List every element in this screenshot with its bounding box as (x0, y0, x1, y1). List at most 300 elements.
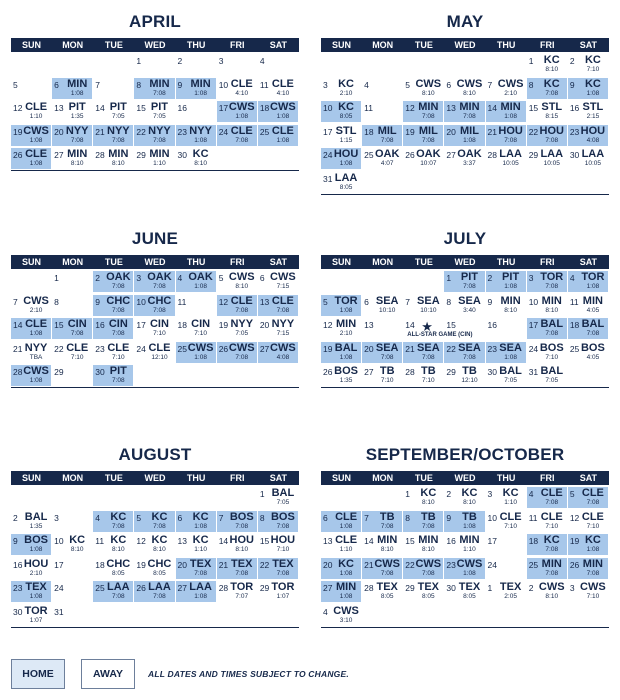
game-time: 8:05 (380, 593, 394, 600)
home-game-cell (93, 581, 133, 602)
away-game-cell (134, 148, 174, 169)
day-number: 10 (54, 536, 64, 546)
opponent: CWS (415, 77, 442, 90)
day-number: 24 (54, 583, 64, 593)
home-game-cell (527, 318, 567, 339)
game-time: 7:08 (380, 569, 394, 577)
home-game-cell (403, 511, 443, 532)
day-number: 27 (259, 343, 270, 354)
home-game-cell (134, 78, 174, 99)
away-game-cell (176, 318, 216, 339)
day-number: 13 (54, 103, 64, 113)
all-star-note: ALL-STAR GAME (CIN) (407, 332, 473, 338)
day-number: 2 (569, 56, 575, 66)
opponent: NYY (230, 318, 254, 330)
day-number: 19 (569, 536, 580, 546)
game-time: 8:05 (339, 183, 353, 191)
game-time: 12:10 (151, 353, 168, 361)
away-game-cell (444, 148, 484, 169)
day-number: 5 (136, 512, 142, 523)
home-game-cell (11, 534, 51, 555)
month-title: APRIL (129, 12, 181, 31)
day-number: 2 (487, 273, 493, 283)
day-number: 28 (218, 583, 229, 593)
home-game-cell (176, 271, 216, 292)
away-game-cell (486, 581, 526, 602)
home-game-cell (568, 78, 608, 99)
opponent: TB (420, 510, 436, 523)
day-number: 25 (259, 126, 270, 137)
day-number: 23 (177, 126, 188, 137)
game-time: 4:10 (235, 89, 249, 97)
day-number: 5 (323, 296, 328, 307)
day-number: 17 (54, 559, 64, 570)
opponent: CLE (25, 318, 48, 330)
day-number: 16 (446, 536, 456, 546)
day-number: 13 (259, 296, 270, 307)
game-time: 1:08 (463, 522, 476, 530)
game-time: 1:08 (29, 136, 43, 144)
opponent: SEA (417, 294, 440, 307)
day-number: 13 (446, 103, 456, 113)
game-time: 1:08 (276, 136, 290, 144)
day-cell (217, 54, 257, 75)
away-game-cell (258, 318, 298, 339)
game-time: 1:35 (339, 377, 353, 384)
month-bottom-rule (11, 387, 299, 388)
away-game-cell (11, 605, 51, 626)
game-time: 1:08 (29, 546, 43, 553)
day-number: 5 (405, 79, 410, 90)
game-time: 7:08 (112, 283, 125, 290)
day-number: 2 (446, 489, 452, 499)
day-number: 22 (446, 343, 456, 354)
weekday-label: MON (62, 473, 84, 483)
month-bottom-rule (11, 170, 299, 171)
opponent: MIN (108, 148, 129, 160)
home-game-cell (321, 511, 361, 532)
home-game-cell (258, 511, 298, 532)
game-time: 7:08 (545, 546, 559, 553)
opponent: MIN (418, 101, 439, 113)
weekday-label: WED (144, 257, 166, 267)
home-game-cell (444, 101, 484, 122)
weekday-label: MON (62, 40, 84, 50)
home-game-cell (527, 125, 567, 146)
away-game-cell (258, 271, 298, 292)
game-time: 7:08 (153, 593, 166, 600)
opponent: NYY (189, 124, 212, 137)
disclaimer-text: ALL DATES AND TIMES SUBJECT TO CHANGE. (148, 669, 349, 679)
opponent: BAL (271, 487, 295, 499)
day-number: 10 (323, 103, 333, 113)
home-game-cell (258, 125, 298, 146)
away-game-cell (11, 511, 51, 532)
away-game-cell (258, 581, 298, 602)
game-time: 8:10 (463, 499, 476, 506)
day-number: 19 (13, 126, 23, 137)
home-game-cell (134, 125, 174, 146)
game-time: 7:08 (276, 569, 290, 577)
day-number: 19 (218, 320, 229, 330)
day-number: 1 (446, 273, 452, 283)
day-number: 20 (259, 320, 270, 330)
opponent: CLE (148, 341, 171, 354)
home-game-cell (217, 101, 257, 122)
away-game-cell (11, 101, 51, 122)
home-game-cell (403, 125, 443, 146)
day-cell (486, 534, 526, 555)
home-game-cell (444, 511, 484, 532)
opponent: CLE (25, 148, 48, 160)
game-time: 7:08 (504, 136, 517, 144)
opponent: OAK (188, 271, 213, 283)
opponent: PIT (150, 101, 169, 113)
game-time: 1:10 (504, 499, 517, 506)
home-game-cell (93, 511, 133, 532)
home-game-cell (444, 271, 484, 292)
home-game-cell (134, 511, 174, 532)
opponent: NYY (65, 124, 89, 137)
day-number: 18 (528, 536, 539, 546)
opponent: TB (379, 365, 395, 377)
day-number: 16 (569, 103, 580, 113)
home-game-cell (11, 318, 51, 339)
away-game-cell (403, 581, 443, 602)
weekday-header (11, 471, 299, 485)
day-number: 4 (177, 273, 183, 283)
game-time: 1:08 (504, 113, 517, 120)
home-game-cell (11, 365, 51, 386)
home-game-cell (93, 318, 133, 339)
game-time: 7:08 (70, 136, 84, 144)
day-number: 1 (54, 273, 59, 283)
game-time: 7:10 (504, 522, 517, 530)
away-game-cell (444, 295, 484, 316)
opponent: BOS (334, 365, 358, 377)
away-game-cell (134, 534, 174, 555)
away-game-cell (11, 295, 51, 316)
game-time: 1:08 (586, 546, 600, 553)
opponent: MIL (418, 124, 438, 137)
day-number: 30 (487, 367, 498, 377)
opponent: TEX (231, 557, 253, 570)
game-time: 1:07 (276, 593, 290, 600)
home-game-cell (176, 558, 216, 579)
day-number: 19 (136, 559, 146, 570)
day-number: 8 (259, 512, 265, 523)
game-time: 1:08 (339, 306, 353, 314)
weekday-label: FRI (230, 40, 245, 50)
day-number: 11 (364, 103, 373, 113)
day-number: 4 (569, 273, 575, 283)
game-time: 8:10 (235, 283, 249, 290)
day-number: 14 (364, 536, 374, 546)
away-game-cell (486, 148, 526, 169)
away-game-cell (568, 148, 608, 169)
day-number: 1 (528, 56, 534, 66)
opponent: MIL (459, 124, 479, 137)
weekday-label: TUE (104, 473, 123, 483)
weekday-label: MON (62, 257, 84, 267)
game-time: 7:08 (463, 113, 476, 120)
day-number: 3 (136, 273, 142, 283)
away-game-cell (134, 342, 174, 363)
game-time: 7:10 (586, 66, 600, 73)
away-game-cell (321, 365, 361, 386)
home-game-cell (258, 101, 298, 122)
day-cell (134, 54, 174, 75)
away-game-cell (403, 78, 443, 99)
month-title: SEPTEMBER/OCTOBER (365, 445, 565, 464)
month-bottom-rule (11, 627, 299, 628)
day-number: 21 (218, 559, 229, 570)
opponent: CLE (25, 101, 48, 113)
weekday-header (321, 255, 609, 269)
away-game-cell (403, 487, 443, 508)
home-game-cell (176, 342, 216, 363)
game-time: 7:05 (545, 377, 559, 384)
game-time: 8:05 (112, 569, 125, 577)
day-number: 21 (405, 343, 415, 354)
day-number: 27 (323, 583, 333, 593)
day-cell (52, 295, 92, 316)
opponent: TEX (272, 557, 294, 570)
month-bottom-rule (321, 194, 609, 195)
home-game-cell (486, 342, 526, 363)
home-game-cell (11, 125, 51, 146)
opponent: BAL (24, 510, 48, 523)
home-game-cell (527, 534, 567, 555)
home-game-cell (258, 295, 298, 316)
opponent: MIN (541, 557, 562, 570)
day-number: 14 (218, 536, 229, 546)
opponent: MIL (377, 124, 397, 137)
opponent: MIN (149, 77, 170, 90)
game-time: 7:10 (586, 593, 600, 600)
opponent: KC (151, 510, 168, 523)
opponent: CIN (191, 318, 211, 330)
game-time: 8:10 (545, 593, 559, 600)
home-game-cell (217, 125, 257, 146)
day-number: 5 (569, 489, 575, 499)
away-game-cell (403, 148, 443, 169)
opponent: CLE (335, 534, 358, 546)
game-time: 7:08 (586, 499, 600, 506)
game-time: 10:05 (502, 160, 519, 167)
opponent: KC (543, 77, 560, 90)
game-time: 8:10 (463, 89, 476, 97)
opponent: CLE (271, 124, 294, 137)
opponent: KC (110, 534, 127, 546)
day-number: 27 (364, 367, 374, 377)
game-time: 1:08 (194, 522, 207, 530)
game-time: 1:08 (463, 136, 476, 144)
opponent: TOR (230, 581, 254, 593)
home-game-cell (93, 271, 133, 292)
weekday-label: FRI (230, 257, 245, 267)
game-time: 1:08 (504, 283, 517, 290)
opponent: TB (462, 365, 477, 377)
opponent: TEX (417, 581, 440, 593)
away-game-cell (217, 581, 257, 602)
game-time: 8:10 (422, 89, 435, 97)
opponent: KC (543, 54, 560, 66)
opponent: CHC (147, 294, 172, 307)
opponent: MIN (190, 77, 211, 90)
weekday-label: WED (144, 473, 166, 483)
game-time: 7:08 (276, 306, 290, 314)
day-number: 15 (405, 536, 415, 546)
opponent: HOU (580, 124, 606, 137)
weekday-header (321, 38, 609, 52)
game-time: 2:10 (29, 306, 43, 314)
opponent: TB (462, 510, 477, 523)
away-game-cell (362, 148, 402, 169)
game-time: 7:10 (380, 377, 394, 384)
day-number: 5 (218, 273, 224, 283)
game-time: 7:08 (545, 330, 559, 337)
weekday-label: TUE (414, 257, 433, 267)
game-time: 7:05 (235, 330, 249, 337)
day-number: 23 (487, 343, 498, 354)
opponent: CWS (270, 101, 296, 113)
home-game-cell (486, 125, 526, 146)
game-time: 8:10 (422, 499, 435, 506)
home-game-cell (362, 558, 402, 579)
month-bottom-rule (321, 387, 609, 388)
away-game-cell (362, 581, 402, 602)
opponent: CWS (23, 124, 49, 137)
day-cell (486, 318, 526, 339)
day-number: 6 (446, 79, 452, 90)
opponent: HOU (270, 534, 296, 546)
away-game-cell (486, 365, 526, 386)
home-game-cell (258, 558, 298, 579)
opponent: MIN (541, 294, 562, 307)
opponent: BOS (580, 341, 605, 354)
day-number: 18 (569, 320, 580, 330)
home-game-cell (486, 271, 526, 292)
game-time: 7:08 (422, 522, 435, 530)
day-number: 4 (364, 79, 369, 90)
home-game-cell (403, 558, 443, 579)
away-game-cell (444, 534, 484, 555)
day-number: 6 (177, 512, 183, 523)
weekday-label: FRI (540, 40, 555, 50)
opponent: HOU (498, 124, 523, 137)
opponent: KC (584, 54, 601, 66)
home-game-cell (362, 342, 402, 363)
opponent: LAA (189, 581, 212, 593)
day-number: 22 (528, 126, 539, 137)
opponent: KC (420, 487, 437, 499)
opponent: TEX (499, 581, 522, 593)
day-number: 9 (446, 512, 452, 523)
away-game-cell (52, 534, 92, 555)
game-time: 1:35 (70, 113, 84, 120)
weekday-label: SUN (22, 473, 42, 483)
game-time: 4:08 (276, 353, 290, 361)
game-time: 8:05 (463, 593, 476, 600)
game-time: 1:08 (194, 353, 207, 361)
opponent: MIN (582, 557, 603, 570)
game-time: 1:08 (29, 377, 43, 384)
game-time: 2:15 (586, 113, 600, 120)
day-number: 28 (13, 367, 23, 377)
opponent: SEA (499, 341, 522, 354)
day-number: 8 (54, 296, 59, 307)
day-number: 11 (95, 536, 105, 546)
home-game-cell (568, 487, 608, 508)
away-game-cell (444, 78, 484, 99)
home-game-cell (321, 558, 361, 579)
home-game-cell (52, 125, 92, 146)
opponent: CLE (230, 294, 253, 307)
opponent: CIN (149, 318, 169, 330)
game-time: 8:15 (545, 113, 559, 120)
day-cell (176, 295, 216, 316)
day-number: 23 (13, 583, 23, 593)
game-time: 7:08 (380, 136, 394, 144)
home-game-cell (134, 271, 174, 292)
opponent: OAK (106, 271, 131, 283)
day-cell (52, 365, 92, 386)
day-number: 3 (528, 273, 534, 283)
day-number: 11 (569, 296, 579, 307)
day-number: 11 (259, 79, 269, 90)
opponent: LAA (540, 148, 564, 160)
home-game-cell (11, 581, 51, 602)
day-number: 18 (364, 126, 374, 137)
day-number: 21 (364, 559, 374, 570)
opponent: KC (584, 77, 601, 90)
opponent: LAA (148, 581, 171, 593)
game-time: 7:08 (235, 522, 249, 530)
home-game-cell (217, 511, 257, 532)
game-time: 7:08 (235, 353, 249, 361)
day-number: 12 (136, 536, 146, 546)
home-game-cell (444, 125, 484, 146)
weekday-label: TUE (104, 257, 123, 267)
home-game-cell (403, 342, 443, 363)
away-game-cell (134, 101, 174, 122)
opponent: OAK (457, 148, 482, 160)
day-number: 8 (136, 79, 142, 90)
home-game-cell (321, 295, 361, 316)
game-time: 8:05 (339, 113, 353, 120)
day-number: 14 (405, 320, 415, 330)
game-time: 1:08 (235, 113, 249, 120)
weekday-label: WED (454, 257, 476, 267)
day-number: 28 (95, 150, 105, 160)
game-time: 4:08 (586, 136, 600, 144)
game-time: 8:05 (153, 569, 166, 577)
home-game-cell (134, 581, 174, 602)
game-time: 1:08 (276, 113, 290, 120)
opponent: MIN (377, 534, 398, 546)
day-number: 30 (95, 367, 105, 377)
opponent: CWS (270, 271, 296, 283)
game-time: 3:10 (339, 616, 353, 624)
weekday-label: MON (372, 473, 394, 483)
home-game-cell (93, 125, 133, 146)
day-number: 17 (487, 536, 498, 546)
game-time: 7:08 (235, 136, 249, 144)
day-cell (11, 78, 51, 99)
game-time: 7:08 (422, 353, 435, 361)
game-time: 7:10 (545, 522, 559, 530)
